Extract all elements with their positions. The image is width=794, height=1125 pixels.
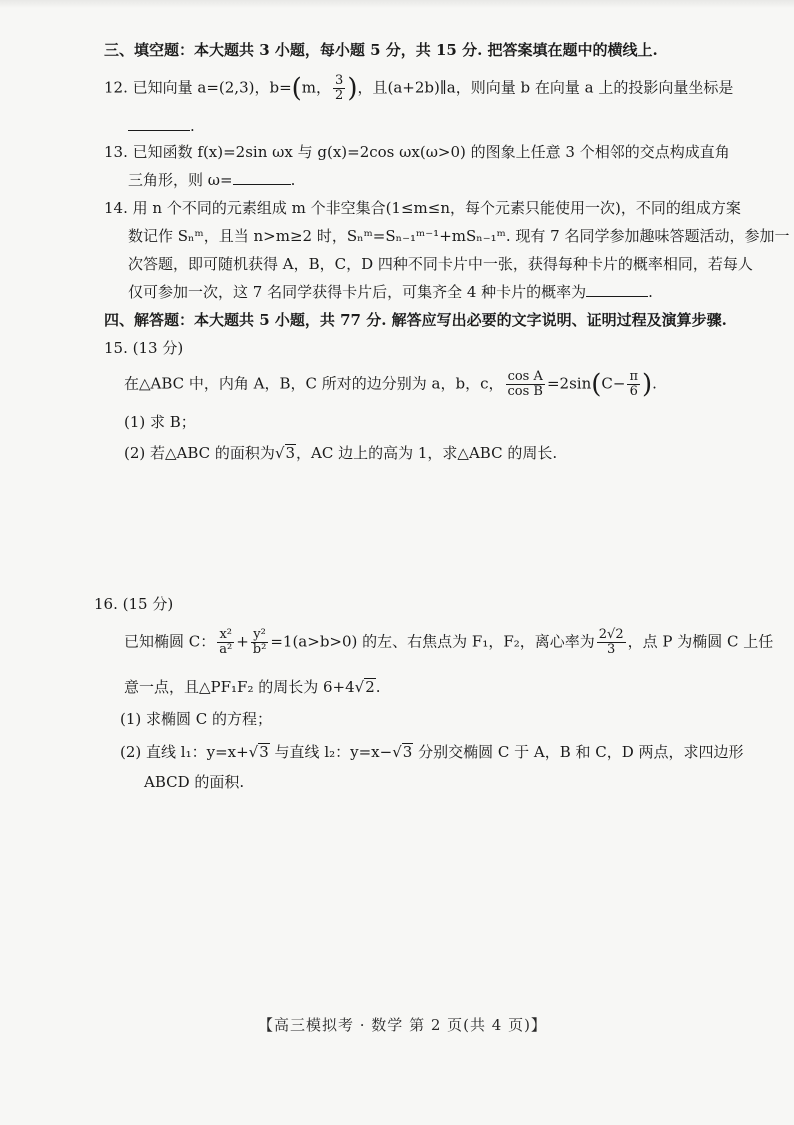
q15-part-2: (2) 若△ABC 的面积为√3，AC 边上的高为 1，求△ABC 的周长.	[124, 444, 558, 462]
q16-line2-a: 意一点，且△PF₁F₂ 的周长为 6+4	[124, 678, 355, 696]
q16-p2-b: 与直线 l₂：y=x−	[269, 743, 393, 761]
q15-p2-a: (2) 若△ABC 的面积为	[124, 444, 275, 462]
q16-p2-a: (2) 直线 l₁：y=x+	[120, 743, 249, 761]
q16-part-2: (2) 直线 l₁：y=x+√3 与直线 l₂：y=x−√3 分别交椭圆 C 于 A，B 和 C，D 两点，求四边形	[120, 743, 744, 761]
q16-e-den: 3	[607, 642, 616, 657]
q15-stem-a: 在△ABC 中，内角 A，B，C 所对的边分别为 a，b，c，	[124, 374, 504, 393]
section-4-heading: 四、解答题：本大题共 5 小题，共 77 分. 解答应写出必要的文字说明、证明过程及演算步骤.	[104, 311, 727, 329]
q14-end: .	[648, 283, 653, 301]
q16-p2-c: 分别交椭圆 C 于 A，B 和 C，D 两点，求四边形	[413, 743, 744, 761]
section-3-heading: 三、填空题：本大题共 3 小题，每小题 5 分，共 15 分. 把答案填在题中的横线上.	[104, 41, 658, 59]
q12-fraction	[333, 74, 345, 103]
q16-stem-c: ，点 P 为椭圆 C 上任	[627, 632, 774, 651]
q16-x-fraction	[217, 628, 234, 657]
q14-line-4	[128, 280, 653, 304]
paren-open: (	[291, 73, 302, 104]
q16-part-1: (1) 求椭圆 C 的方程；	[120, 710, 273, 728]
scan-edge	[0, 0, 794, 8]
q16-line2-end: .	[375, 678, 381, 696]
q15-pi-fraction	[627, 370, 640, 399]
q15-fraction	[506, 370, 545, 399]
q16-plus: +	[236, 632, 249, 651]
q16-stem	[124, 628, 773, 657]
q15-frac-den: cos B	[507, 384, 543, 399]
paren-close: )	[347, 73, 358, 104]
q12-end: .	[190, 117, 195, 135]
q16-e-fraction	[597, 628, 626, 657]
q16-stem-b: =1(a>b>0) 的左、右焦点为 F₁，F₂，离心率为	[270, 632, 595, 651]
paren-open: (	[591, 369, 602, 400]
question-12	[104, 74, 733, 103]
q16-part-2-line-2: ABCD 的面积.	[144, 773, 245, 791]
q15-part-1: (1) 求 B；	[124, 413, 196, 431]
paren-close: )	[642, 369, 653, 400]
q16-e-num: 2√2	[598, 627, 624, 642]
q12-answer-line	[128, 114, 195, 138]
q12-answer-blank[interactable]	[128, 116, 190, 131]
q16-p2-sqrt-2: 3	[402, 743, 413, 761]
q14-line-3: 次答题，即可随机获得 A，B，C，D 四种不同卡片中一张，获得每种卡片的概率相同，若每人	[128, 255, 753, 273]
q16-x-num: x²	[217, 628, 234, 643]
q15-stem-c: C−	[601, 374, 626, 393]
q15-pi-num: π	[629, 369, 638, 384]
q15-stem-end: .	[652, 374, 657, 393]
q13-text: 三角形，则 ω=	[128, 171, 233, 189]
q15-pi-den: 6	[629, 384, 638, 399]
q14-line-1: 14. 用 n 个不同的元素组成 m 个非空集合(1≤m≤n，每个元素只能使用一次)，不同的组成方案	[104, 199, 741, 217]
q15-p2-b: ，AC 边上的高为 1，求△ABC 的周长.	[296, 444, 558, 462]
q16-heading: 16. (15 分)	[94, 595, 174, 613]
q16-line2-sqrt: 2	[365, 678, 375, 696]
q16-y-den: b²	[252, 642, 267, 657]
q15-sqrt: 3	[285, 444, 296, 462]
q15-heading: 15. (13 分)	[104, 339, 184, 357]
page-footer: 【高三模拟考 · 数学 第 2 页(共 4 页)】	[258, 1016, 547, 1034]
q13-answer-blank[interactable]	[233, 170, 291, 185]
q13-end: .	[290, 171, 296, 189]
q12-frac-num: 3	[335, 73, 344, 88]
q14-answer-blank[interactable]	[586, 282, 648, 297]
q12-m: m，	[301, 78, 332, 97]
q16-p2-sqrt-1: 3	[259, 743, 269, 761]
q12-text-a: 12. 已知向量 a=(2,3)，b=	[104, 78, 292, 97]
q15-stem	[124, 370, 657, 399]
q16-y-fraction	[251, 628, 269, 657]
q12-frac-den: 2	[335, 88, 344, 103]
q16-x-den: a²	[219, 642, 233, 657]
q16-y-num: y²	[251, 628, 269, 643]
q15-stem-b: =2sin	[546, 374, 592, 393]
q14-text: 仅可参加一次，这 7 名同学获得卡片后，可集齐全 4 种卡片的概率为	[128, 283, 587, 301]
q13-line-1: 13. 已知函数 f(x)=2sin ωx 与 g(x)=2cos ωx(ω>0) 的图象上任意 3 个相邻的交点构成直角	[104, 143, 730, 161]
q16-stem-a: 已知椭圆 C：	[124, 632, 216, 651]
q14-line-2: 数记作 Sₙᵐ，且当 n>m≥2 时，Sₙᵐ=Sₙ₋₁ᵐ⁻¹+mSₙ₋₁ᵐ. 现有 7 名同学参加趣味答题活动，参加一	[128, 227, 790, 245]
q12-text-c: ，且(a+2b)∥a，则向量 b 在向量 a 上的投影向量坐标是	[357, 78, 734, 97]
q13-line-2	[128, 168, 295, 192]
q16-line-2: 意一点，且△PF₁F₂ 的周长为 6+4√2.	[124, 678, 381, 696]
q15-frac-num: cos A	[506, 370, 545, 385]
